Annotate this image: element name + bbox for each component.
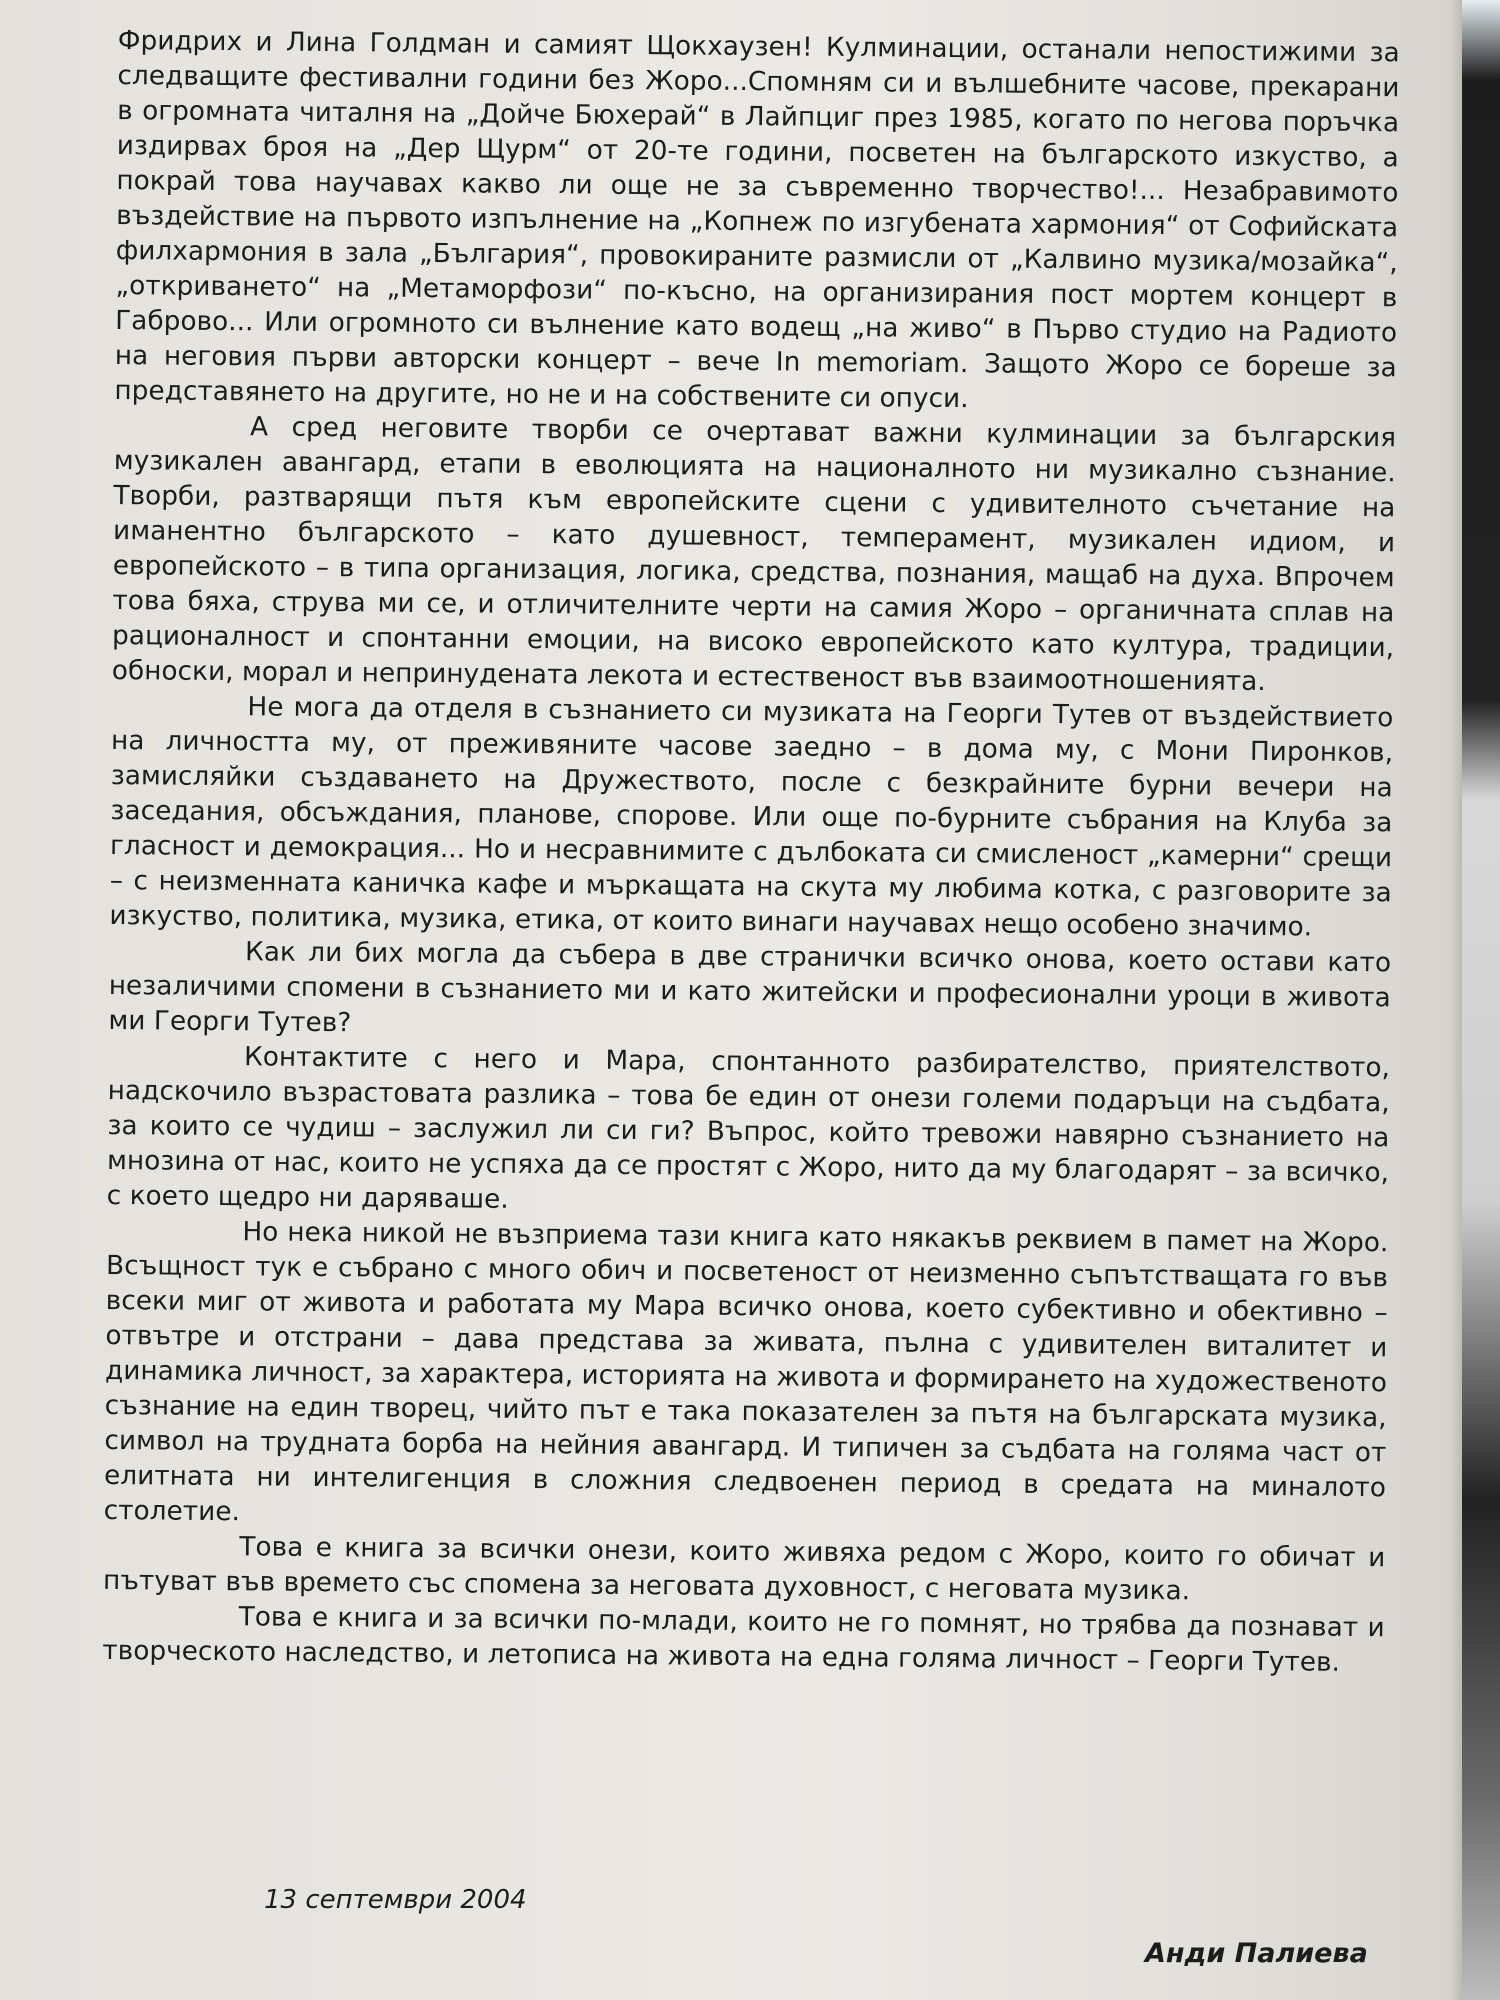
paragraph-6: Но нека никой не възприема тази книга като някакъв реквием в памет на Жоро. Всъщност тук е събрано с много обич и посветеност от неизменно съпътстващата го във всеки миг от живота и работата му Мара всичко онова, което субективно и обективно – отвътре и отстрани – дава представа за живата, пълна с удивителен виталитет и динамика личност, за характера, историята на живота и формирането на художественото съзнание на един творец, чийто път е така показателен за пътя на българската музика, символ на трудната борба на нейния авангард. И типичен за съдбата на голяма част от елитната ни интелигенция в сложния следвоенен период в средата на миналото столетие. xyxy=(103,1217,1389,1528)
paragraph-8: Това е книга и за всички по-млади, които не го помнят, но трябва да познават и творческото наследство, и летописа на живота на една голяма личност – Георги Тутев. xyxy=(102,1602,1385,1678)
body-text xyxy=(102,24,1400,1681)
paragraph-1: Фридрих и Лина Голдман и самият Щокхаузен! Кулминации, останали непостижими за следващите фестивални години без Жоро...Спомням си и вълшебните часове, прекарани в огромната читалня на „Дойче Бюхерай“ в Лайпциг през 1985, когато по негова поръчка издирвах броя на „Дер Щурм“ от 20-те години, посветен на българското изкуство, а покрай това научавах какво ли още не за съвременно творчество!... Незабравимото въздействие на първото изпълнение на „Копнеж по изгубената хармония“ от Софийската филхармония в зала „България“, провокираните размисли от „Калвино музика/мозайка“, „откриването“ на „Метаморфози“ по-късно, на организирания пост мортем концерт в Габрово... Или огромното си вълнение като водещ „на живо“ в Първо студио на Радиото на неговия първи авторски концерт – вече In memoriam. Защото Жоро се бореше за представянето на другите, но не и на собствените си опуси. xyxy=(114,25,1400,415)
paragraph-7: Това е книга за всички онези, които живяха редом с Жоро, които го обичат и пътуват във времето със спомена за неговата духовност, с неговата музика. xyxy=(102,1532,1386,1607)
page-fold-shadow xyxy=(1450,0,1462,2000)
paragraph-2: А сред неговите творби се очертават важни кулминации за българския музикален авангард, етапи в еволюцията на националното ни музикално съзнание. Творби, разтварящи пътя към европейските сцени с удивителното съчетание на иманентно българското – като душевност, темперамент, музикален идиом, и европейското – в типа организация, логика, средства, познания, мащаб на духа. Впрочем това бяха, струва ми се, и отличителните черти на самия Жоро – органичната сплав на рационалност и спонтанни емоции, на високо европейското като култура, традиции, обноски, морал и непринудената лекота и естественост във взаимоотношенията. xyxy=(111,412,1397,698)
adjacent-page-edge xyxy=(1462,0,1500,2000)
paragraph-5: Контактите с него и Мара, спонтанното разбирателство, приятелството, надскочило възрастовата разлика – това бе един от онези големи подаръци на съдбата, за които се чудиш – заслужил ли си ги? Въпрос, който тревожи навярно съзнанието на мнозина от нас, които не успяха да се простят с Жоро, нито да му благодарят – за всичко, с което щедро ни даряваше. xyxy=(106,1042,1391,1215)
date-line: 13 септември 2004 xyxy=(264,1885,527,1915)
author-signature: Анди Палиева xyxy=(1145,1938,1368,1969)
paragraph-4: Как ли бих могла да събера в две странички всичко онова, което остави като незаличими спомени в съзнанието ми и като житейски и професионални уроци в живота ми Георги Тутев? xyxy=(108,937,1392,1039)
paragraph-3: Не мога да отделя в съзнанието си музиката на Георги Тутев от въздействието на личността му, от преживяните часове заедно – в дома му, с Мони Пиронков, замисляйки създаването на Дружеството, после с безкрайните бурни вечери на заседания, обсъждания, планове, спорове. Или още по-бурните събрания на Клуба за гласност и демокрация... Но и несравнимите с дълбоката си смисленост „камерни“ срещи – с неизменната каничка кафе и мъркащата на скута му любима котка, с разговорите за изкуство, политика, музика, етика, от които винаги научавах нещо особено значимо. xyxy=(109,692,1394,943)
